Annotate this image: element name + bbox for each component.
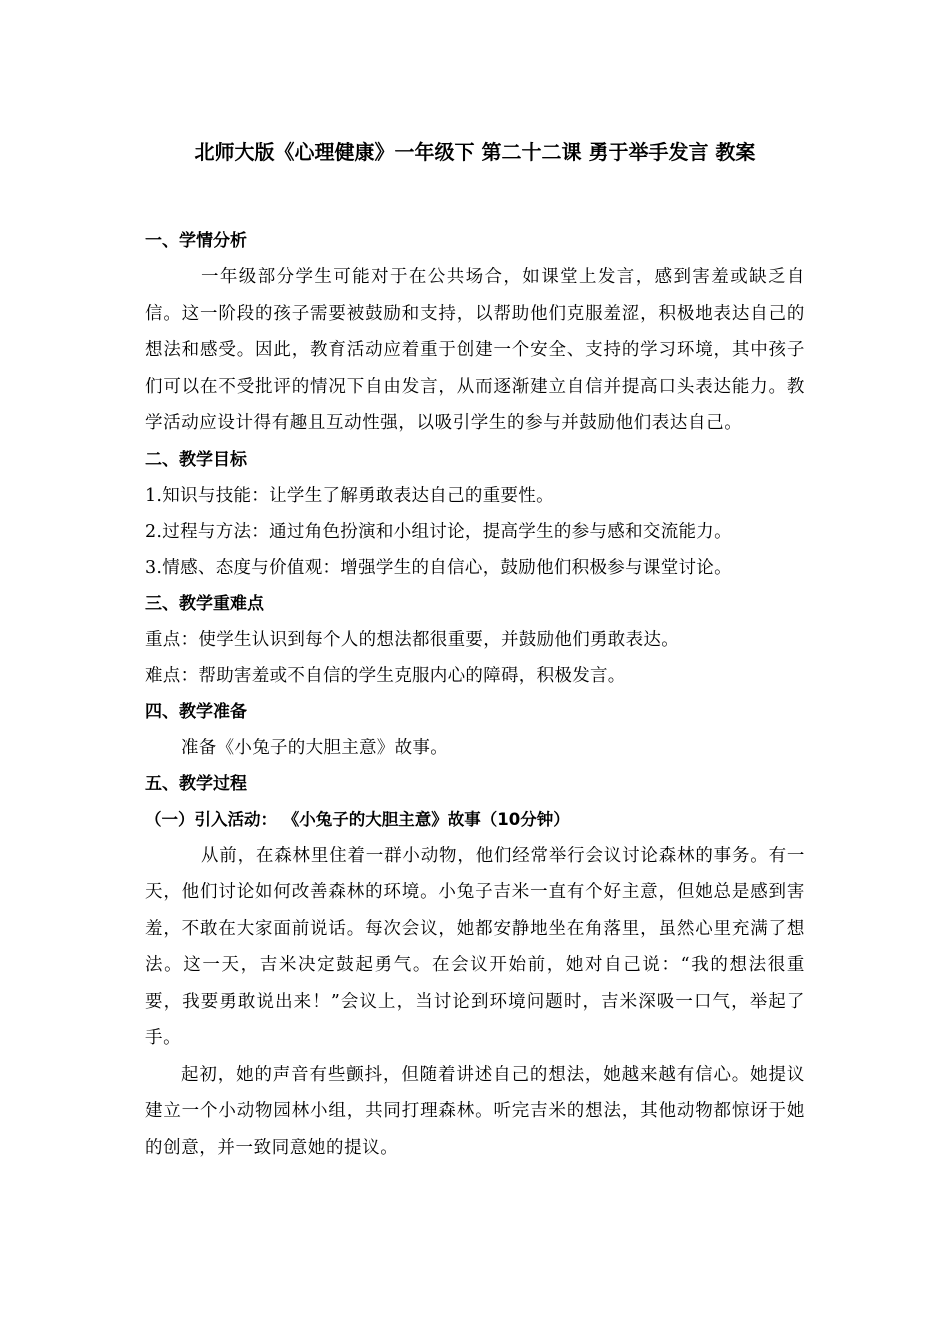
story-paragraph-1: 从前，在森林里住着一群小动物，他们经常举行会议讨论森林的事务。有一天，他们讨论如何改善森林的环境。小兔子吉米一直有个好主意，但她总是感到害羞，不敢在大家面前说话。每次会议，她都安静地坐在角落里，虽然心里充满了想法。这一天，吉米决定鼓起勇气。在会议开始前，她对自己说：“我的想法很重要，我要勇敢说出来！”会议上，当讨论到环境问题时，吉米深吸一口气，举起了手。 [145, 845, 805, 1048]
document-title: 北师大版《心理健康》一年级下 第二十二课 勇于举手发言 教案 [194, 140, 756, 164]
activity-heading: （一）引入活动： 《小兔子的大胆主意》故事（10分钟） [145, 809, 570, 829]
story-paragraph-2: 起初，她的声音有些颤抖，但随着讲述自己的想法，她越来越有信心。她提议建立一个小动物园林小组，共同打理森林。听完吉米的想法，其他动物都惊讶于她的创意，并一致同意她的提议。 [145, 1064, 805, 1158]
section-heading-key-points: 三、教学重难点 [145, 593, 264, 614]
key-point-text: 重点：使学生认识到每个人的想法都很重要，并鼓励他们勇敢表达。 [145, 629, 679, 650]
section-heading-analysis: 一、学情分析 [145, 231, 247, 251]
objective-item: 3.情感、态度与价值观：增强学生的自信心，鼓励他们积极参与课堂讨论。 [145, 557, 732, 578]
document-body [145, 223, 805, 1166]
objective-item: 1.知识与技能：让学生了解勇敢表达自己的重要性。 [145, 485, 554, 506]
section-heading-objectives: 二、教学目标 [145, 449, 247, 470]
section-heading-preparation: 四、教学准备 [145, 701, 247, 722]
analysis-paragraph: 一年级部分学生可能对于在公共场合，如课堂上发言，感到害羞或缺乏自信。这一阶段的孩子需要被鼓励和支持，以帮助他们克服羞涩，积极地表达自己的想法和感受。因此，教育活动应着重于创建一个安全、支持的学习环境，其中孩子们可以在不受批评的情况下自由发言，从而逐渐建立自信并提高口头表达能力。教学活动应设计得有趣且互动性强，以吸引学生的参与并鼓励他们表达自己。 [145, 267, 805, 433]
section-heading-process: 五、教学过程 [145, 773, 247, 794]
difficult-point-text: 难点：帮助害羞或不自信的学生克服内心的障碍，积极发言。 [145, 665, 626, 686]
objective-item: 2.过程与方法：通过角色扮演和小组讨论，提高学生的参与感和交流能力。 [145, 521, 732, 542]
preparation-text: 准备《小兔子的大胆主意》故事。 [181, 737, 448, 758]
